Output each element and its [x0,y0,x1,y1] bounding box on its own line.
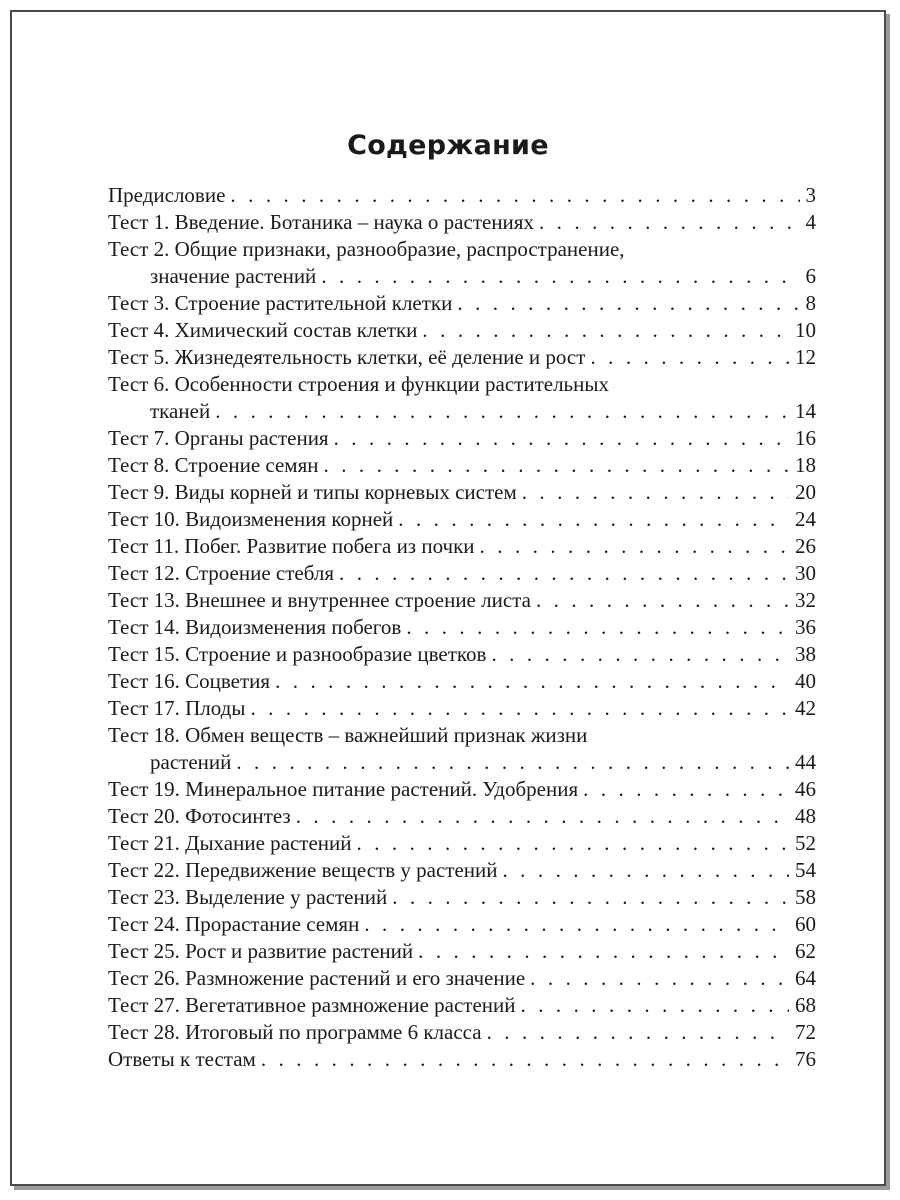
toc-page-number: 48 [795,804,816,828]
toc-entry-title: тканей [150,399,211,423]
toc-line [108,992,816,1019]
page-title: Содержание [347,130,549,161]
toc-entry-title: Тест 15. Строение и разнообразие цветков [108,642,487,666]
toc-entry-title: Тест 2. Общие признаки, разнообразие, распространение, [108,237,625,261]
toc-line [108,938,816,965]
toc-entry [108,965,816,992]
toc-entry [108,722,816,776]
toc-line [108,182,816,209]
toc-line [108,344,816,371]
toc-entry [108,182,816,209]
toc-entry-title: Тест 22. Передвижение веществ у растений [108,858,498,882]
toc-page-number: 12 [795,345,816,369]
toc-line [108,317,816,344]
toc-line [108,749,816,776]
dot-leader [534,209,800,236]
toc-entry-title: Тест 14. Видоизменения побегов [108,615,402,639]
toc-entry-title: растений [150,750,232,774]
toc-entry [108,506,816,533]
toc-page-number: 64 [795,966,816,990]
toc-entry [108,695,816,722]
toc-line [108,911,816,938]
book-page [10,10,886,1186]
toc-line [108,209,816,236]
toc-line [108,452,816,479]
toc-entry [108,992,816,1019]
toc-page-number: 3 [805,183,816,207]
toc-line [108,884,816,911]
toc-entry-title: Тест 10. Видоизменения корней [108,507,394,531]
toc-page-number: 8 [805,291,816,315]
toc-entry [108,371,816,425]
toc-page-number: 14 [795,399,816,423]
toc-page-number: 44 [795,750,816,774]
dot-leader [393,506,789,533]
toc-page-number: 16 [795,426,816,450]
toc-entry-title: Тест 24. Прорастание семян [108,912,360,936]
toc-entry-title: значение растений [150,264,317,288]
toc-line [108,668,816,695]
toc-line [108,803,816,830]
dot-leader [225,182,799,209]
toc-entry-title: Тест 21. Дыхание растений [108,831,352,855]
dot-leader [256,1046,789,1073]
toc-entry [108,533,816,560]
toc-page-number: 4 [805,210,816,234]
toc-line [108,479,816,506]
toc-entry-title: Тест 18. Обмен веществ – важнейший признак жизни [108,723,588,747]
toc-line [108,290,816,317]
dot-leader [319,452,790,479]
toc-entry-title: Тест 20. Фотосинтез [108,804,291,828]
dot-leader [585,344,789,371]
dot-leader [497,857,789,884]
toc-page-number: 68 [795,993,816,1017]
toc-line [108,965,816,992]
toc-entry-title: Тест 4. Химический состав клетки [108,318,418,342]
toc-page-number: 42 [795,696,816,720]
toc-page-number: 20 [795,480,816,504]
dot-leader [413,938,789,965]
dot-leader [359,911,789,938]
toc-entry [108,857,816,884]
toc-line [108,425,816,452]
toc-line [108,614,816,641]
toc-page-number: 36 [795,615,816,639]
dot-leader [516,992,790,1019]
toc-entry [108,803,816,830]
toc-line [108,263,816,290]
toc-entry-title: Тест 5. Жизнедеятельность клетки, её деление и рост [108,345,586,369]
table-of-contents [108,182,816,1073]
toc-entry-title: Тест 1. Введение. Ботаника – наука о растениях [108,210,534,234]
toc-entry-title: Тест 17. Плоды [108,696,246,720]
toc-entry [108,209,816,236]
toc-entry-title: Тест 25. Рост и развитие растений [108,939,414,963]
dot-leader [352,830,790,857]
toc-line [108,587,816,614]
toc-page-number: 52 [795,831,816,855]
toc-entry [108,884,816,911]
toc-line [108,776,816,803]
toc-entry-title: Тест 3. Строение растительной клетки [108,291,453,315]
toc-entry-title: Тест 27. Вегетативное размножение растений [108,993,516,1017]
toc-line [108,533,816,560]
toc-line [108,236,816,263]
toc-page-number: 32 [795,588,816,612]
toc-entry [108,776,816,803]
toc-entry [108,236,816,290]
toc-page-number: 24 [795,507,816,531]
dot-leader [245,695,789,722]
toc-page-number: 6 [805,264,816,288]
dot-leader [517,479,789,506]
toc-page-number: 72 [795,1020,816,1044]
toc-entry [108,614,816,641]
toc-entry-title: Тест 19. Минеральное питание растений. Удобрения [108,777,579,801]
toc-entry [108,587,816,614]
toc-line [108,830,816,857]
toc-line [108,722,816,749]
toc-page-number: 18 [795,453,816,477]
dot-leader [475,533,789,560]
toc-line [108,1019,816,1046]
toc-entry [108,344,816,371]
toc-entry [108,452,816,479]
toc-line [108,560,816,587]
dot-leader [231,749,789,776]
toc-entry-title: Тест 11. Побег. Развитие побега из почки [108,534,475,558]
toc-entry [108,290,816,317]
toc-entry-title: Тест 12. Строение стебля [108,561,335,585]
toc-page-number: 58 [795,885,816,909]
toc-line [108,857,816,884]
toc-page-number: 46 [795,777,816,801]
toc-page-number: 26 [795,534,816,558]
dot-leader [401,614,789,641]
toc-entry [108,425,816,452]
dot-leader [316,263,799,290]
toc-line [108,371,816,398]
toc-line [108,1046,816,1073]
toc-entry-title: Тест 23. Выделение у растений [108,885,388,909]
toc-entry-title: Ответы к тестам [108,1047,256,1071]
dot-leader [578,776,789,803]
toc-entry-title: Тест 16. Соцветия [108,669,271,693]
toc-entry-title: Тест 7. Органы растения [108,426,329,450]
toc-page-number: 10 [795,318,816,342]
toc-entry [108,830,816,857]
toc-entry-title: Тест 13. Внешнее и внутреннее строение листа [108,588,531,612]
dot-leader [452,290,799,317]
toc-line [108,506,816,533]
toc-entry [108,1019,816,1046]
toc-entry [108,938,816,965]
toc-entry [108,641,816,668]
toc-page-number: 40 [795,669,816,693]
toc-entry [108,1046,816,1073]
toc-entry-title: Предисловие [108,183,226,207]
dot-leader [531,587,789,614]
toc-entry-title: Тест 6. Особенности строения и функции растительных [108,372,609,396]
dot-leader [270,668,789,695]
toc-entry-title: Тест 26. Размножение растений и его значение [108,966,526,990]
toc-entry [108,317,816,344]
toc-entry [108,911,816,938]
toc-page-number: 76 [795,1047,816,1071]
toc-page-number: 38 [795,642,816,666]
dot-leader [486,641,789,668]
dot-leader [417,317,789,344]
toc-entry-title: Тест 28. Итоговый по программе 6 класса [108,1020,482,1044]
toc-page-number: 60 [795,912,816,936]
toc-entry [108,560,816,587]
dot-leader [482,1019,789,1046]
dot-leader [387,884,789,911]
dot-leader [210,398,789,425]
toc-entry [108,668,816,695]
dot-leader [525,965,789,992]
dot-leader [334,560,789,587]
toc-entry-title: Тест 8. Строение семян [108,453,319,477]
toc-line [108,398,816,425]
toc-page-number: 62 [795,939,816,963]
toc-page-number: 54 [795,858,816,882]
toc-line [108,695,816,722]
dot-leader [291,803,789,830]
toc-page-number: 30 [795,561,816,585]
toc-entry-title: Тест 9. Виды корней и типы корневых систем [108,480,517,504]
toc-line [108,641,816,668]
toc-entry [108,479,816,506]
dot-leader [329,425,789,452]
